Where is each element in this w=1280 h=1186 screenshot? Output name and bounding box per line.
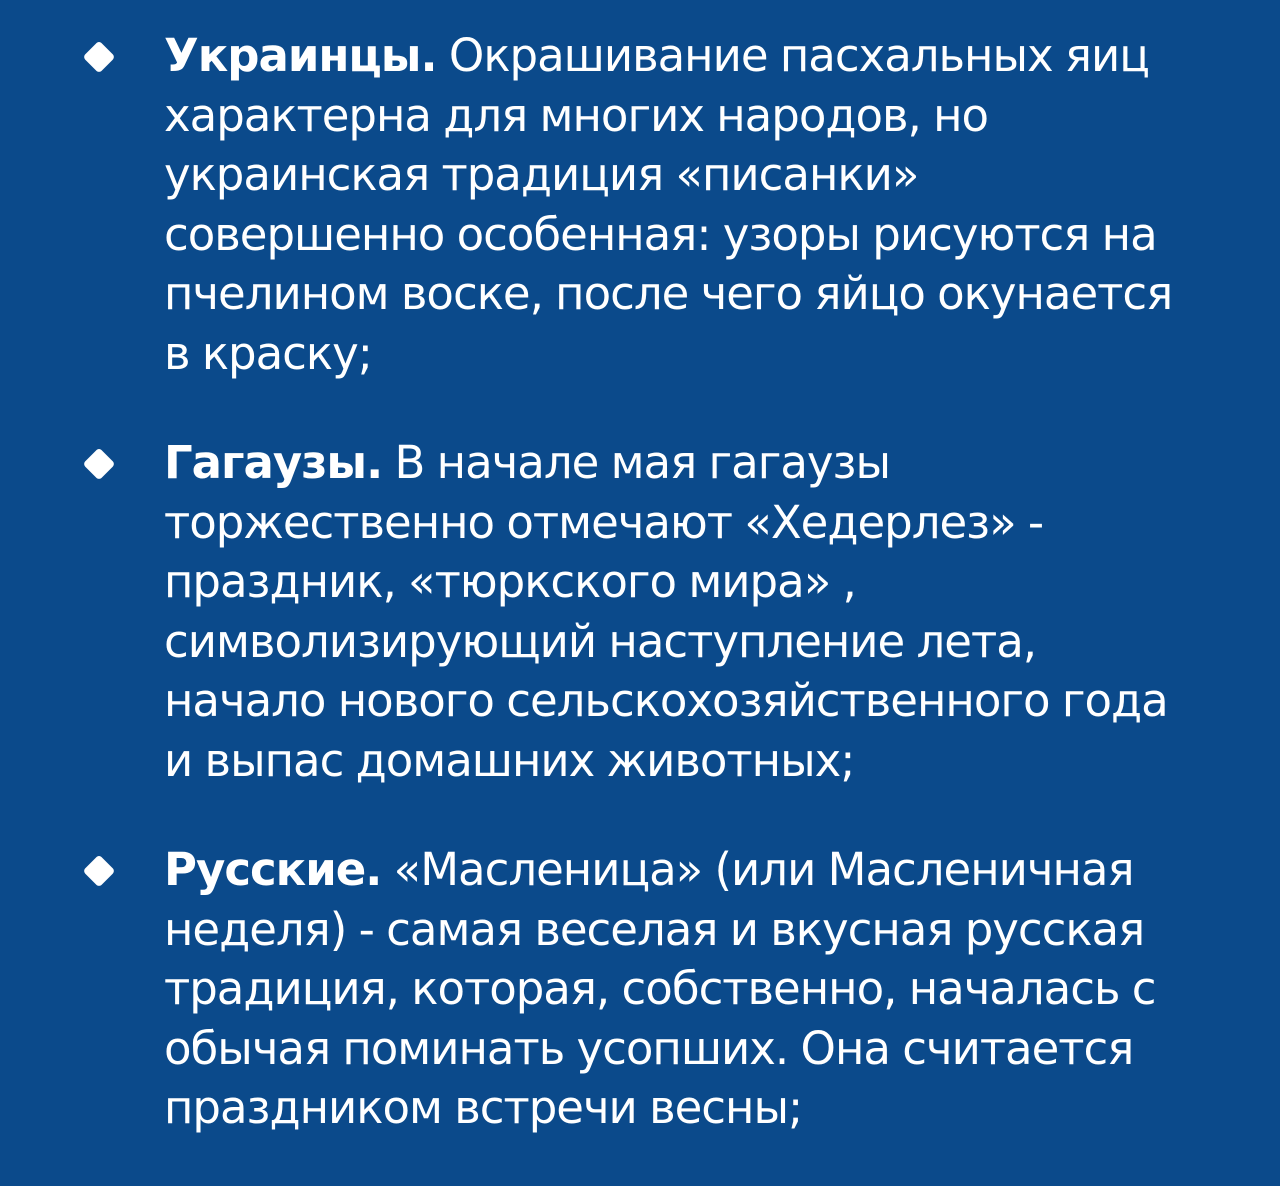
list-item-description: «Масленица» (или Масленичная неделя) - самая веселая и вкусная русская традиция, которая, собственно, началась с обычая поминать усопших. Она считается праздником встречи весны; <box>164 843 1156 1134</box>
list-item-description: Окрашивание пасхальных яиц характерна для многих народов, но украинская традиция «писанки» совершенно особенная: узоры рисуются на пчелином воске, после чего яйцо окунается в краску; <box>164 29 1173 380</box>
list-item-title: Русские. <box>164 843 382 896</box>
list-item-gagauz <box>0 433 1280 790</box>
list-item-title: Гагаузы. <box>164 436 383 489</box>
list-item-text <box>164 26 1200 383</box>
list-item-description: В начале мая гагаузы торжественно отмечают «Хедерлез» - праздник, «тюркского мира» , символизирующий наступление лета, начало нового сельскохозяйственного года и выпас домашних животных; <box>164 436 1168 787</box>
diamond-bullet-icon <box>82 40 116 74</box>
list-item-text <box>164 840 1200 1138</box>
list-item-title: Украинцы. <box>164 29 437 82</box>
list-item-ukrainians <box>0 26 1280 383</box>
list-item-text <box>164 433 1200 790</box>
traditions-list <box>0 26 1280 1138</box>
diamond-bullet-icon <box>82 854 116 888</box>
list-item-russians <box>0 840 1280 1138</box>
diamond-bullet-icon <box>82 447 116 481</box>
